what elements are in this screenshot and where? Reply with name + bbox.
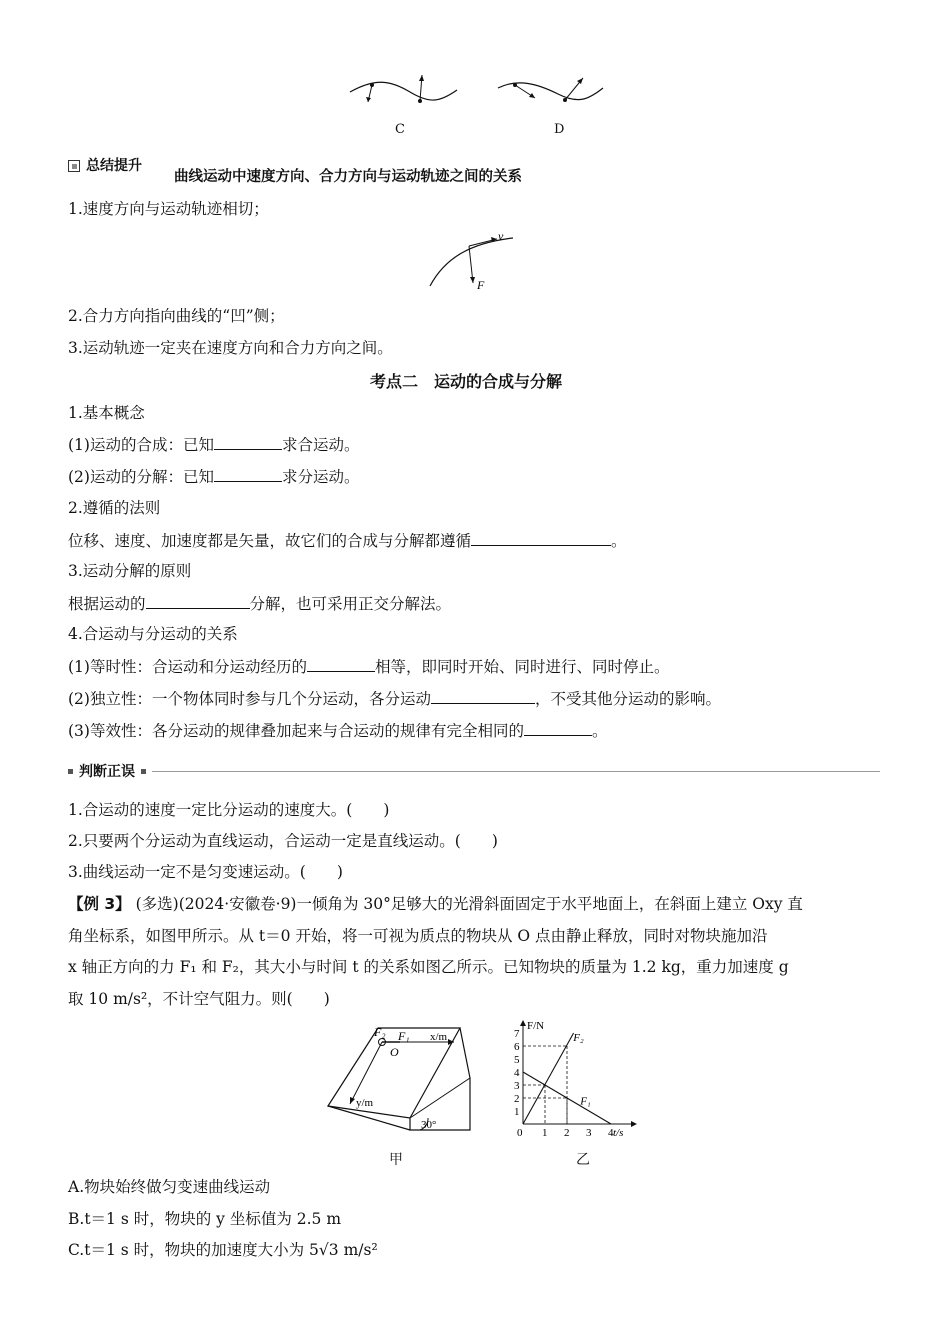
divider <box>152 771 880 772</box>
y-tick-label: 2 <box>514 1093 520 1105</box>
judge-q2: 2.只要两个分运动为直线运动，合运动一定是直线运动。( ) <box>68 832 498 850</box>
y-tick-label: 3 <box>514 1080 520 1092</box>
series-line-1 <box>523 1033 574 1124</box>
x-tick-label: 1 <box>542 1127 548 1139</box>
heading-principle: 3.运动分解的原则 <box>68 562 192 580</box>
y-tick-label: 7 <box>514 1028 520 1040</box>
summary-item-2: 2.合力方向指向曲线的“凹”侧； <box>68 307 285 325</box>
figure-f-t-chart <box>505 1018 645 1140</box>
label-x: x/m <box>430 1031 448 1043</box>
judge-q1: 1.合运动的速度一定比分运动的速度大。( ) <box>68 801 390 819</box>
x-tick-label: 4 <box>608 1127 614 1139</box>
series-label-1: F₂ <box>573 1031 584 1044</box>
line-decomposition: (2)运动的分解：已知 求分运动。 <box>68 468 360 486</box>
summary-badge: 总结提升 <box>68 156 142 176</box>
fill-blank[interactable] <box>524 720 592 736</box>
figure-label-yi: 乙 <box>576 1152 590 1168</box>
figure-label-d: D <box>554 122 565 137</box>
fill-blank[interactable] <box>146 593 250 609</box>
example-line-2: 角坐标系，如图甲所示。从 t＝0 开始，将一可视为质点的物块从 O 点由静止释放，同时对物块施加沿 <box>68 927 768 945</box>
fill-blank[interactable] <box>214 434 282 450</box>
y-tick-label: 1 <box>514 1106 520 1118</box>
section-title: 考点二 运动的合成与分解 <box>370 372 563 391</box>
heading-rule: 2.遵循的法则 <box>68 499 161 517</box>
label-v: v <box>498 229 504 243</box>
x-tick-label: 0 <box>517 1127 523 1139</box>
label-angle: 30° <box>421 1119 437 1131</box>
option-b[interactable]: B.t＝1 s 时，物块的 y 坐标值为 2.5 m <box>68 1210 342 1228</box>
axis-label-x: t/s <box>613 1127 624 1139</box>
square-icon <box>141 769 146 774</box>
figure-curve-c <box>345 70 465 112</box>
example-line-1: 【例 3】 (多选)(2024·安徽卷·9)一倾角为 30°足够大的光滑斜面固定于水平地面上，在斜面上建立 Oxy 直 <box>68 895 803 913</box>
option-c[interactable]: C.t＝1 s 时，物块的加速度大小为 5√3 m/s² <box>68 1241 378 1259</box>
line-independence: (2)独立性：一个物体同时参与几个分运动，各分运动 ，不受其他分运动的影响。 <box>68 690 721 708</box>
line-equivalence: (3)等效性：各分运动的规律叠加起来与合运动的规律有完全相同的 。 <box>68 722 608 740</box>
label-f2: F₂ <box>374 1025 386 1039</box>
example-line-3: x 轴正方向的力 F₁ 和 F₂，其大小与时间 t 的关系如图乙所示。已知物块的质量为 1.2 kg，重力加速度 g <box>68 958 789 976</box>
line-rule: 位移、速度、加速度都是矢量，故它们的合成与分解都遵循 。 <box>68 532 627 550</box>
fill-blank[interactable] <box>307 656 375 672</box>
series-label-2: F₁ <box>580 1095 591 1108</box>
figure-curve-d <box>493 70 608 112</box>
judge-q3: 3.曲线运动一定不是匀变速运动。( ) <box>68 863 343 881</box>
figure-label-jia: 甲 <box>389 1152 403 1168</box>
fill-blank[interactable] <box>431 688 535 704</box>
y-tick-label: 6 <box>514 1041 520 1053</box>
label-f1: F₁ <box>398 1029 410 1043</box>
line-isochronism: (1)等时性：合运动和分运动经历的 相等，即同时开始、同时进行、同时停止。 <box>68 658 670 676</box>
example-tag: 【例 3】 <box>68 895 131 913</box>
x-tick-label: 3 <box>586 1127 592 1139</box>
summary-title: 曲线运动中速度方向、合力方向与运动轨迹之间的关系 <box>174 169 522 185</box>
axis-label-y: F/N <box>527 1020 545 1032</box>
figure-velocity-force <box>425 228 525 293</box>
summary-item-1: 1.速度方向与运动轨迹相切； <box>68 200 269 218</box>
label-o: O <box>390 1045 399 1059</box>
figure-label-c: C <box>395 122 405 137</box>
label-f: F <box>477 278 485 292</box>
y-tick-label: 5 <box>514 1054 520 1066</box>
figure-incline <box>320 1018 480 1150</box>
square-icon <box>68 160 80 172</box>
option-a[interactable]: A.物块始终做匀变速曲线运动 <box>68 1178 271 1196</box>
fill-blank[interactable] <box>471 530 611 546</box>
label-y: y/m <box>356 1097 374 1109</box>
judge-header: 判断正误 <box>68 761 880 781</box>
fill-blank[interactable] <box>214 466 282 482</box>
heading-basic-concept: 1.基本概念 <box>68 404 145 422</box>
summary-item-3: 3.运动轨迹一定夹在速度方向和合力方向之间。 <box>68 339 393 357</box>
y-tick-label: 4 <box>514 1067 520 1079</box>
line-synthesis: (1)运动的合成：已知 求合运动。 <box>68 436 360 454</box>
example-line-4: 取 10 m/s²，不计空气阻力。则( ) <box>68 990 330 1008</box>
square-icon <box>68 769 73 774</box>
line-principle: 根据运动的 分解，也可采用正交分解法。 <box>68 595 452 613</box>
heading-relation: 4.合运动与分运动的关系 <box>68 625 238 643</box>
x-tick-label: 2 <box>564 1127 570 1139</box>
